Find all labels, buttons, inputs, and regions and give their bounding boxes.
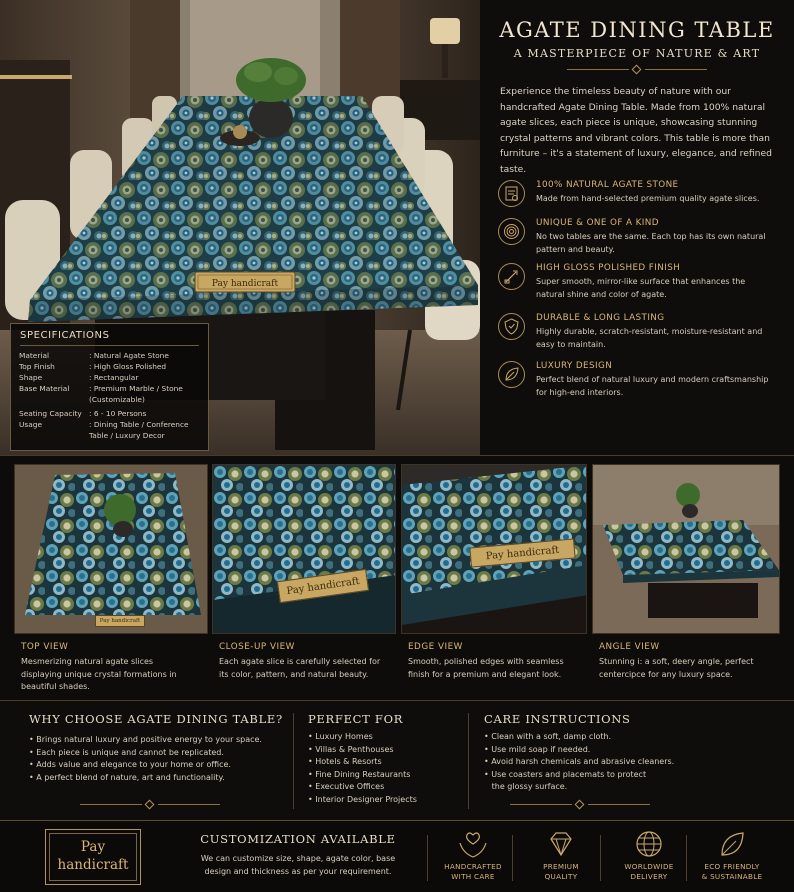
badge-label xyxy=(526,862,596,881)
badge-line-1: WORLDWIDE xyxy=(624,862,674,871)
badge-line-2: WITH CARE xyxy=(451,871,495,881)
perfect-list-item: • Luxury Homes xyxy=(308,732,373,741)
spec-value: : Premium Marble / Stone (Customizable) xyxy=(89,384,183,404)
gallery-image xyxy=(592,464,780,634)
column-separator xyxy=(293,713,294,809)
gallery-description: Mesmerizing natural agate slices displaying unique crystal formations in beautiful shades. xyxy=(21,657,177,691)
gallery-title: CLOSE-UP VIEW xyxy=(219,642,295,652)
care-list-item: • Use mild soap if needed. xyxy=(484,744,591,754)
feature-badge xyxy=(526,829,596,889)
spec-value: : Natural Agate Stone xyxy=(89,351,169,360)
feature-description: Made from hand-selected premium quality agate slices. xyxy=(536,194,760,203)
brand-logo xyxy=(45,829,141,885)
perfect-list-item: • Fine Dining Restaurants xyxy=(308,769,411,779)
product-info-panel xyxy=(480,0,794,455)
specifications-panel xyxy=(10,323,209,451)
spec-value: : Dining Table / Conference Table / Luxury Decor xyxy=(89,420,189,440)
why-divider xyxy=(80,801,220,809)
gallery-description: Each agate slice is carefully selected for its color, pattern, and natural beauty. xyxy=(219,657,381,679)
perfect-list-item: • Hotels & Resorts xyxy=(308,757,382,767)
care-instructions-heading: CARE INSTRUCTIONS xyxy=(484,712,631,726)
spec-key: Top Finish xyxy=(19,362,55,371)
spec-value: : 6 - 10 Persons xyxy=(89,409,147,418)
customization-description: We can customize size, shape, agate color, base design and thickness as per your requirement. xyxy=(200,854,396,876)
globe-icon xyxy=(614,829,684,859)
why-list-item: • Brings natural luxury and positive energy to your space. xyxy=(29,735,262,744)
feature-badge xyxy=(614,829,684,889)
spec-row xyxy=(19,420,204,444)
care-list-item: • Use coasters and placemats to protect xyxy=(484,769,647,779)
gallery-plaque: Pay handicraft xyxy=(469,538,575,567)
why-list-item: • Adds value and elegance to your home or office. xyxy=(29,760,231,770)
feature-item xyxy=(498,263,788,313)
spec-row xyxy=(19,384,204,408)
gallery-description: Stunning i: a soft, deery angle, perfect centercipce for any luxury space. xyxy=(599,657,754,679)
page-title: AGATE DINING TABLE xyxy=(499,18,775,42)
badge-line-2: & SUSTAINABLE xyxy=(701,871,763,881)
feature-item xyxy=(498,218,788,268)
gallery-title: ANGLE VIEW xyxy=(599,642,660,652)
spec-key: Base Material xyxy=(19,384,70,393)
badge-label xyxy=(614,862,684,881)
diamond-icon xyxy=(526,829,596,859)
title-divider xyxy=(567,66,707,74)
feature-title: 100% NATURAL AGATE STONE xyxy=(536,180,679,190)
intro-paragraph: Experience the timeless beauty of nature with our handcrafted Agate Dining Table. Made from 100% natural agate slices, each piece is unique, showcasing stunning crystal patterns and vibrant colors. This table is more than furniture – it's a statement of luxury, elegance, and refined taste. xyxy=(500,86,772,175)
info-section xyxy=(0,700,794,820)
feature-badge xyxy=(697,829,767,889)
perfect-list-item: • Villas & Penthouses xyxy=(308,744,394,754)
spec-key: Seating Capacity xyxy=(19,409,82,418)
logo-line-1: Pay xyxy=(80,839,106,855)
spec-value: : High Gloss Polished xyxy=(89,362,167,371)
perfect-for-heading: PERFECT FOR xyxy=(308,712,404,726)
feature-title: LUXURY DESIGN xyxy=(536,361,613,371)
spec-value: : Rectangular xyxy=(89,373,139,382)
badge-label xyxy=(438,862,508,881)
care-list-item: • Clean with a soft, damp cloth. xyxy=(484,732,612,741)
care-divider xyxy=(510,801,650,809)
eco-leaf-icon xyxy=(697,829,767,859)
footer-separator xyxy=(427,835,428,881)
footer-separator xyxy=(512,835,513,881)
feature-title: HIGH GLOSS POLISHED FINISH xyxy=(536,263,681,273)
hero-plaque-text: Pay handicraft xyxy=(211,279,279,289)
gallery-image xyxy=(14,464,208,634)
badge-line-1: HANDCRAFTED xyxy=(444,862,502,871)
badge-line-2: DELIVERY xyxy=(630,871,668,881)
badge-line-1: PREMIUM xyxy=(543,862,579,871)
gallery-description: Smooth, polished edges with seamless finish for a premium and elegant look. xyxy=(408,657,564,679)
spec-key: Shape xyxy=(19,373,43,382)
customization-heading: CUSTOMIZATION AVAILABLE xyxy=(200,832,396,846)
feature-description: No two tables are the same. Each top has its own natural pattern and beauty. xyxy=(536,232,766,254)
gallery-plaque: Pay handicraft xyxy=(95,615,145,627)
certificate-icon xyxy=(498,180,525,207)
gallery-image xyxy=(212,464,396,634)
gallery-image xyxy=(401,464,587,634)
feature-item xyxy=(498,313,788,363)
feature-description: Highly durable, scratch-resistant, moisture-resistant and easy to maintain. xyxy=(536,327,763,349)
badge-line-2: QUALITY xyxy=(544,871,578,881)
gallery-plaque: Pay handicraft xyxy=(277,569,369,603)
feature-title: DURABLE & LONG LASTING xyxy=(536,313,665,323)
why-list-item: • A perfect blend of nature, art and functionality. xyxy=(29,772,225,782)
badge-line-1: ECO FRIENDLY xyxy=(704,862,760,871)
gallery-title: EDGE VIEW xyxy=(408,642,463,652)
care-list-item: the glossy surface. xyxy=(484,782,568,792)
perfect-list-item: • Executive Offices xyxy=(308,782,385,792)
why-choose-heading: WHY CHOOSE AGATE DINING TABLE? xyxy=(29,712,283,726)
footer xyxy=(0,820,794,892)
logo-line-2: handicraft xyxy=(57,857,129,873)
gallery-section xyxy=(0,455,794,700)
feature-badge xyxy=(438,829,508,889)
footer-separator xyxy=(600,835,601,881)
badge-label xyxy=(697,862,767,881)
polish-icon xyxy=(498,263,525,290)
feature-description: Perfect blend of natural luxury and modern craftsmanship for high-end interiors. xyxy=(536,375,769,397)
specifications-heading: SPECIFICATIONS xyxy=(20,330,110,341)
shield-icon xyxy=(498,313,525,340)
feature-title: UNIQUE & ONE OF A KIND xyxy=(536,218,659,228)
care-list-item: • Avoid harsh chemicals and abrasive cleaners. xyxy=(484,757,675,767)
column-separator xyxy=(468,713,469,809)
hero-photo xyxy=(0,0,480,455)
specifications-divider xyxy=(20,345,199,346)
perfect-list-item: • Interior Designer Projects xyxy=(308,795,417,804)
agate-slice-icon xyxy=(498,218,525,245)
footer-separator xyxy=(686,835,687,881)
leaf-icon xyxy=(498,361,525,388)
page-subtitle: A MASTERPIECE OF NATURE & ART xyxy=(513,47,761,60)
spec-key: Usage xyxy=(19,420,43,429)
hands-heart-icon xyxy=(438,829,508,859)
feature-description: Super smooth, mirror-like surface that enhances the natural shine and color of agate. xyxy=(536,277,746,299)
gallery-title: TOP VIEW xyxy=(21,642,69,652)
spec-key: Material xyxy=(19,351,50,360)
why-list-item: • Each piece is unique and cannot be replicated. xyxy=(29,747,224,757)
feature-item xyxy=(498,361,788,411)
